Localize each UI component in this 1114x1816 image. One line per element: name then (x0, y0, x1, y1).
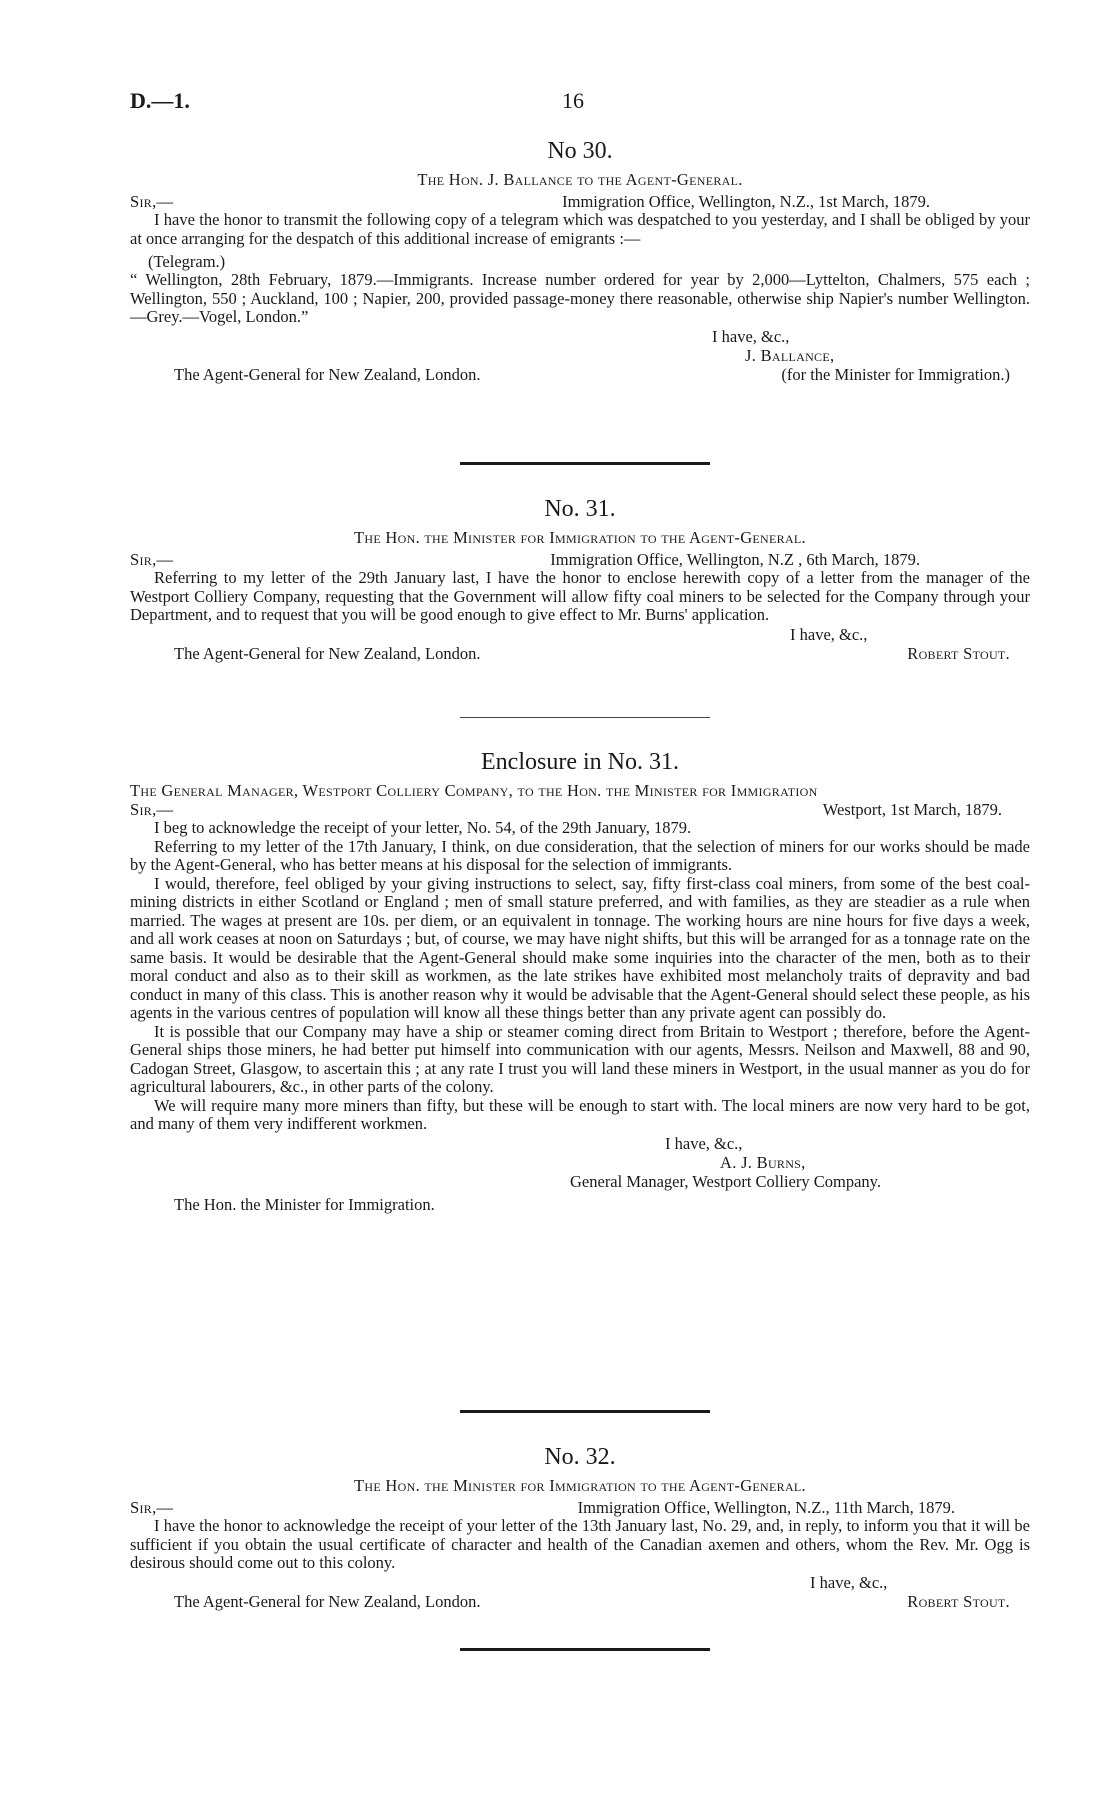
addressee: The Agent-General for New Zealand, London. (174, 1591, 481, 1611)
salutation: Sir,— (130, 800, 174, 819)
section-divider (460, 1410, 710, 1413)
signer: J. Ballance, (745, 345, 835, 365)
paragraph: I would, therefore, feel obliged by your giving instructions to select, say, fifty first-class coal miners, from some of the best coal-mining districts in either Scotland or England ; men of small stature preferred, and with families, as they are steadier as a rule when married. The wages at present are 10s. per diem, or an equivalent in tonnage. The working hours are nine hours for five days a week, and all work ceases at noon on Saturdays ; but, of course, we may have night shifts, but this will be arranged for as a tonnage rate on the same basis. It would be desirable that the Agent-General should make some inquiries into the character of the men, both as to their moral conduct and also as to their skill as workmen, as the late strikes have exhibited most melancholy traits of depravity and bad conduct in many of this class. This is another reason why it would be advisable that the Agent-General should select these people, as his agents in the various centres of population will know all these things better than any private agent can possibly do. (130, 873, 1030, 1022)
letter-31 (130, 494, 1030, 663)
paragraph: I have the honor to transmit the following copy of a telegram which was despatched to you yesterday, and I shall be obliged by your at once arranging for the despatch of this additional increase of emigrants :— (130, 210, 1030, 248)
salutation: Sir,— (130, 550, 174, 569)
paragraph: We will require many more miners than fifty, but these will be enough to start with. The local miners are now very hard to be got, and many of them very indifferent workmen. (130, 1095, 1030, 1133)
letter-title: The Hon. J. Ballance to the Agent-General. (417, 170, 743, 189)
letter-title: The General Manager, Westport Colliery Company, to the Hon. the Minister for Immigration (130, 781, 818, 800)
document-reference: D.—1. (130, 88, 190, 113)
section-divider (460, 717, 710, 718)
telegram-text: “ Wellington, 28th February, 1879.—Immigrants. Increase number ordered for year by 2,000—Lyttelton, Chalmers, 575 each ; Wellington, 550 ; Auckland, 100 ; Napier, 200, provided passage-money there reasonable, otherwise ship Napier's number Wellington.—Grey.—Vogel, London.” (130, 270, 1030, 326)
signer: Robert Stout. (907, 643, 1010, 663)
closing: I have, &c., (810, 1572, 888, 1592)
addressee: The Agent-General for New Zealand, London. (174, 643, 481, 663)
salutation-row (130, 550, 1030, 569)
paragraph: Referring to my letter of the 29th January last, I have the honor to enclose herewith copy of a letter from the manager of the Westport Colliery Company, requesting that the Government will allow fifty coal miners to be selected for the Company through your Department, and to request that you will be good enough to give effect to Mr. Burns' application. (130, 568, 1030, 624)
salutation: Sir,— (130, 192, 174, 211)
letter-number: No. 32. (544, 1444, 616, 1470)
addressee: The Hon. the Minister for Immigration. (174, 1194, 435, 1214)
paragraph: I beg to acknowledge the receipt of your letter, No. 54, of the 29th January, 1879. (154, 818, 692, 837)
place-date: Immigration Office, Wellington, N.Z , 6th March, 1879. (550, 550, 920, 569)
addressee-row (130, 365, 1030, 384)
section-divider (460, 462, 710, 465)
signer-role: (for the Minister for Immigration.) (781, 364, 1010, 384)
paragraph: I have the honor to acknowledge the receipt of your letter of the 13th January last, No. 29, and, in reply, to inform you that it will be sufficient if you obtain the usual certificate of character and health of the Canadian axemen and others, whom the Rev. Mr. Ogg is desirous should come out to this colony. (130, 1516, 1030, 1572)
addressee: The Agent-General for New Zealand, London. (174, 364, 481, 384)
addressee-row (130, 1592, 1030, 1611)
closing: I have, &c., (712, 326, 790, 346)
letter-30 (130, 136, 1030, 384)
letter-number: No. 31. (544, 496, 616, 522)
paragraph: Referring to my letter of the 17th January, I think, on due consideration, that the selection of miners for our works should be made by the Agent-General, who has better means at his disposal for the selection of immigrants. (130, 836, 1030, 874)
closing: I have, &c., (665, 1133, 743, 1153)
place-date: Immigration Office, Wellington, N.Z., 11th March, 1879. (577, 1498, 955, 1517)
closing: I have, &c., (790, 624, 868, 644)
place-date: Immigration Office, Wellington, N.Z., 1st March, 1879. (562, 192, 930, 211)
letter-number: No 30. (547, 138, 613, 164)
enclosure-heading: Enclosure in No. 31. (481, 749, 679, 775)
signer: A. J. Burns, (720, 1152, 806, 1172)
letter-title: The Hon. the Minister for Immigration to the Agent-General. (354, 1476, 806, 1495)
letter-title: The Hon. the Minister for Immigration to the Agent-General. (354, 528, 806, 547)
salutation: Sir,— (130, 1498, 174, 1517)
signer: Robert Stout. (907, 1591, 1010, 1611)
signer-role: General Manager, Westport Colliery Company. (570, 1171, 881, 1191)
place-date: Westport, 1st March, 1879. (822, 800, 1002, 819)
addressee-row (130, 644, 1030, 663)
page-number: 16 (562, 88, 584, 113)
salutation-row (130, 800, 1030, 819)
paragraph: It is possible that our Company may have a ship or steamer coming direct from Britain to Westport ; therefore, before the Agent-General ships those miners, he had better put himself into communication with our agents, Messrs. Neilson and Maxwell, 88 and 90, Cadogan Street, Glasgow, to ascertain this ; at any rate I trust you will land these miners in Westport, in the usual manner as you do for agricultural labourers, &c., in other parts of the colony. (130, 1021, 1030, 1096)
salutation-row (130, 192, 1030, 211)
salutation-row (130, 1498, 1030, 1517)
section-divider (460, 1648, 710, 1651)
letter-32 (130, 1442, 1030, 1611)
telegram-label: (Telegram.) (148, 252, 226, 271)
enclosure-31 (130, 747, 1030, 1214)
